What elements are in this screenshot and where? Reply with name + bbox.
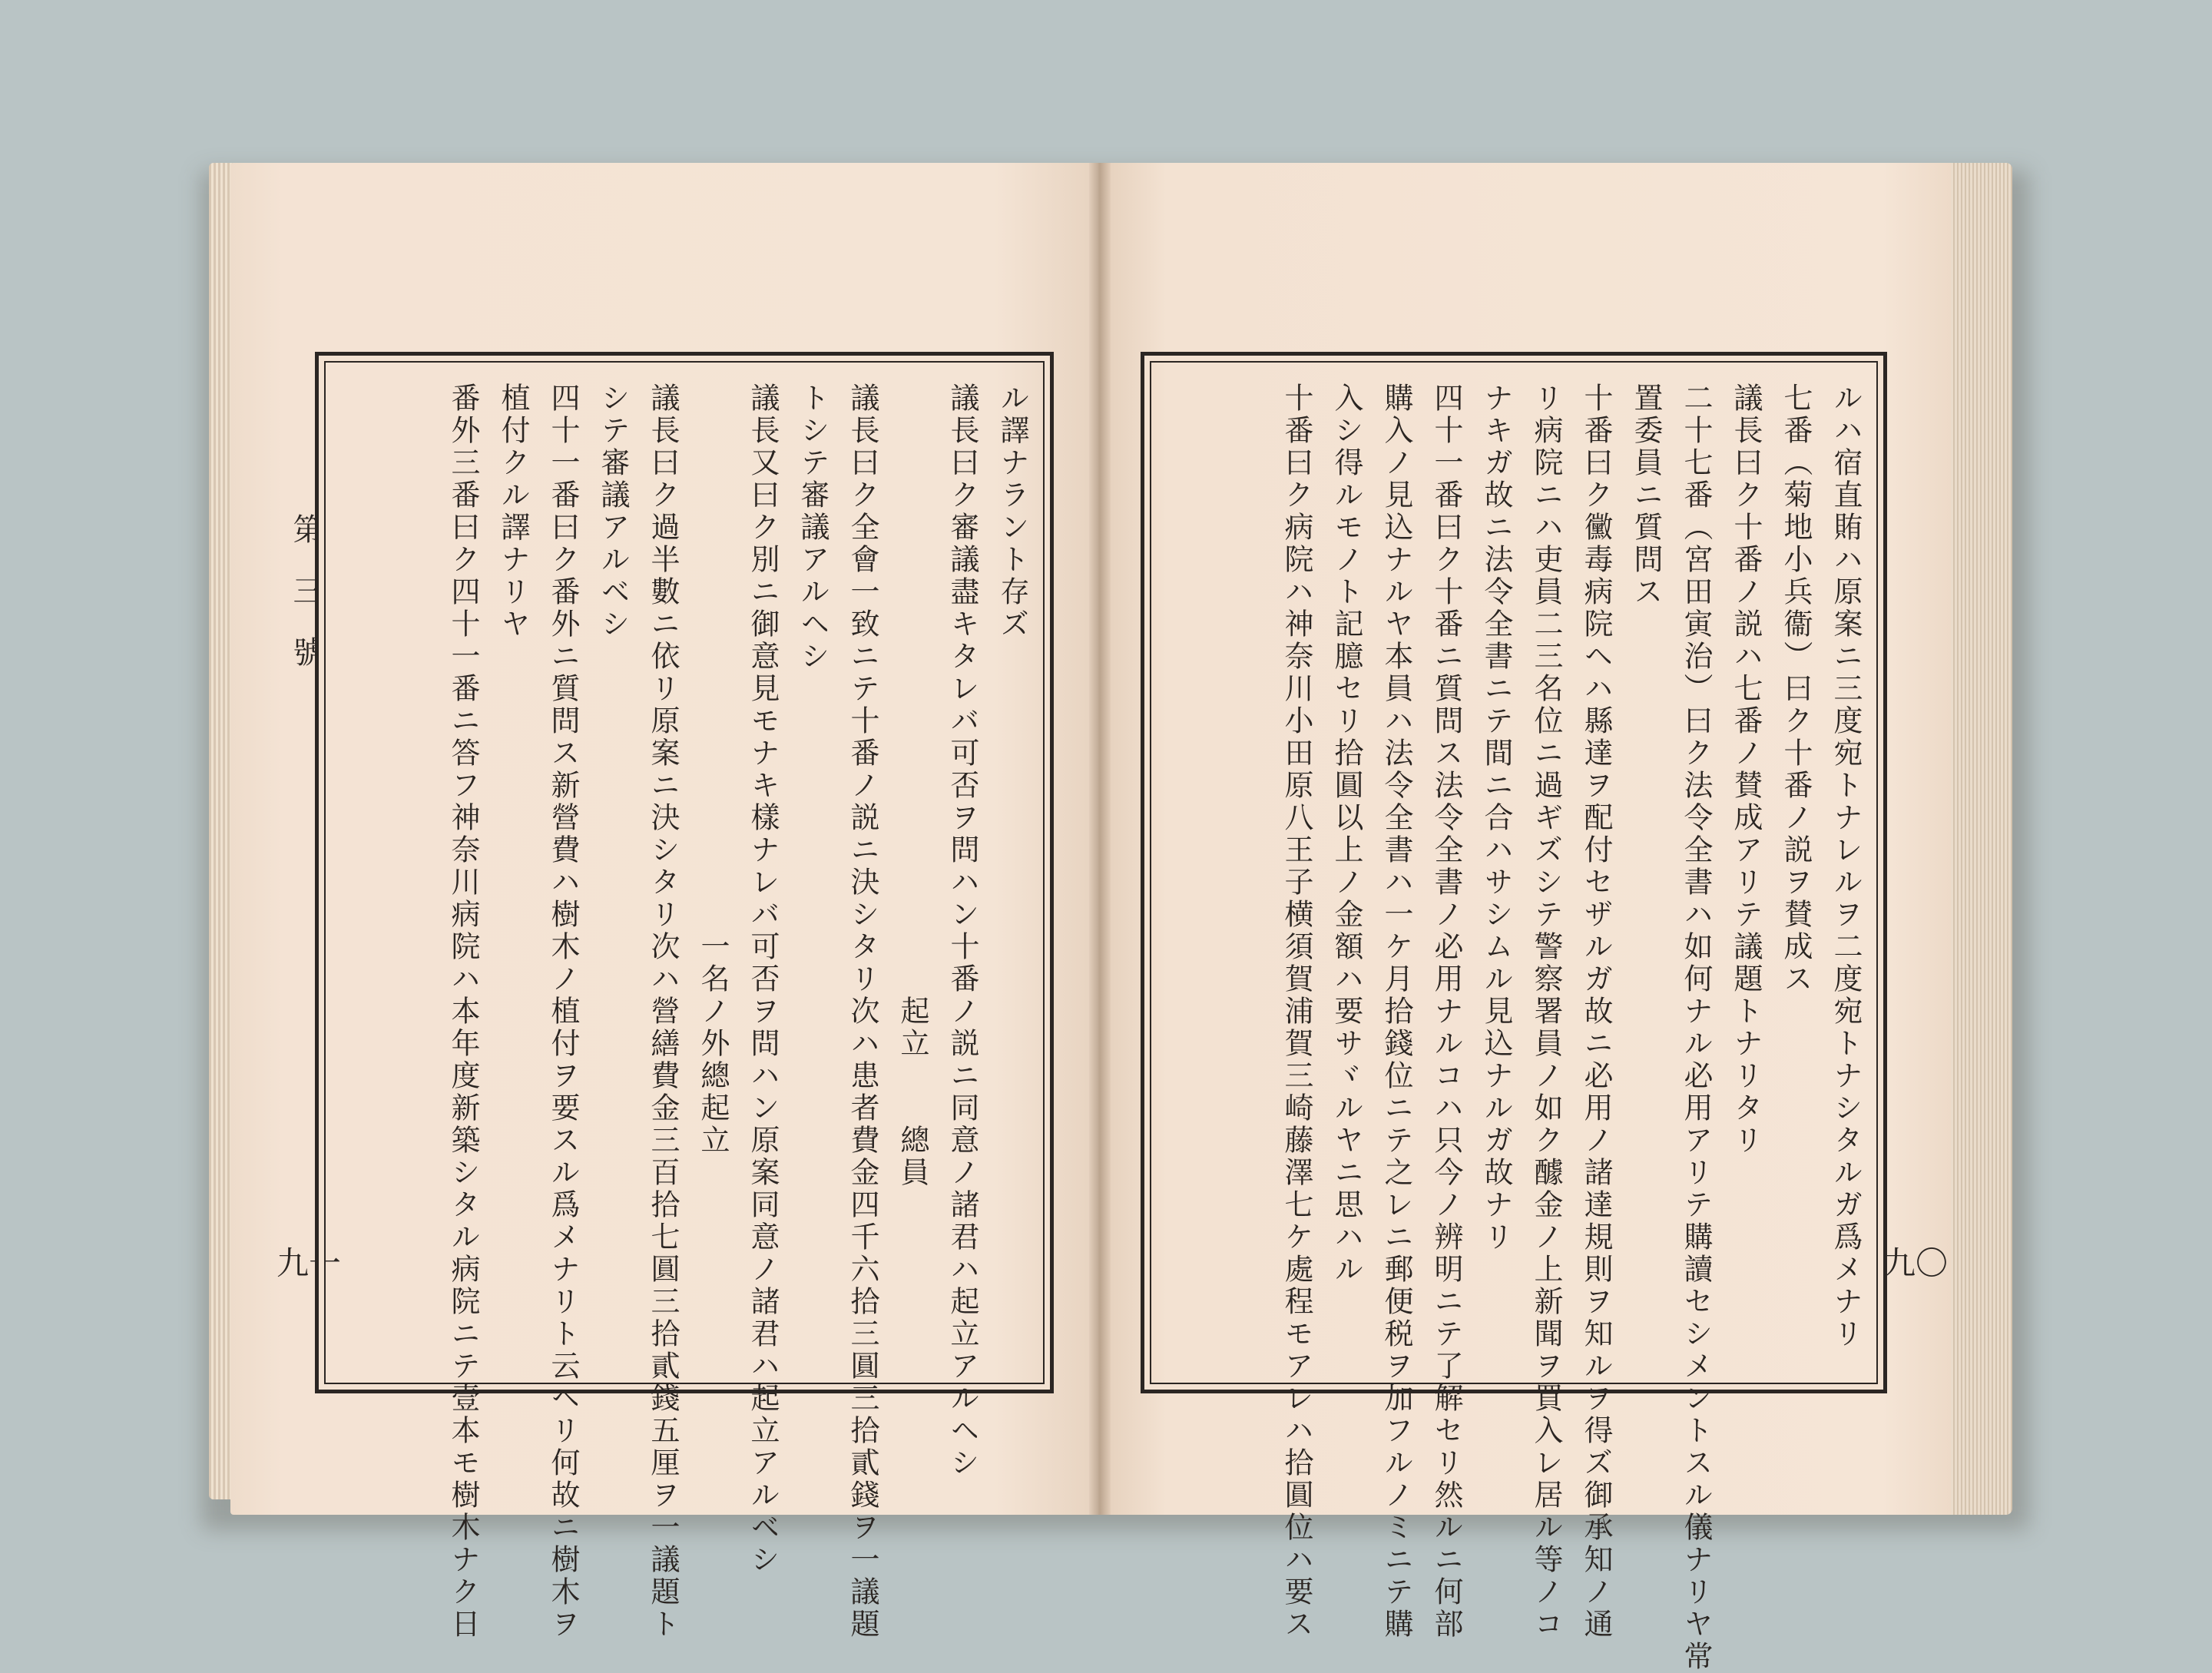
text-column: 起立 總員 [896,383,929,1189]
text-column: 二十七番（宮田寅治）曰ク法令全書ハ如何ナル必用アリテ購讀セシメントスル儀ナリヤ常 [1679,383,1713,1673]
text-column: 十番曰ク病院ハ神奈川小田原八王子横須賀浦賀三崎藤澤七ケ處程モアレハ拾圓位ハ要ス [1280,383,1313,1641]
book-gutter [1089,163,1111,1515]
text-column: 議長又曰ク別ニ御意見モナキ樣ナレバ可否ヲ問ハン原案同意ノ諸君ハ起立アルベシ [746,383,780,1576]
right-text-frame [1141,352,1887,1673]
left-text-frame [315,352,1054,1641]
text-column: 七番（菊地小兵衞）曰ク十番ノ説ヲ賛成ス [1779,383,1813,996]
right-page-edges [1943,163,2012,1515]
right-page-number: 九〇 [1883,1244,1949,1282]
text-column: ナキガ故ニ法令全書ニテ間ニ合ハサシムル見込ナルガ故ナリ [1479,383,1513,1254]
text-column: 植付クル譯ナリヤ [496,383,530,641]
text-column: ル譯ナラント存ズ [995,383,1029,641]
text-column: 議長曰ク審議盡キタレバ可否ヲ問ハン十番ノ説ニ同意ノ諸君ハ起立アルヘシ [945,383,979,1479]
left-page-header: 第 三 號 [288,513,323,667]
text-column: 一名ノ外總起立 [696,383,730,1157]
text-column: 議長曰ク過半數ニ依リ原案ニ決シタリ次ハ營繕費金三百拾七圓三拾貳錢五厘ヲ一議題ト [646,383,680,1641]
text-column: 購入ノ見込ナルヤ本員ハ法令全書ハ一ケ月拾錢位ニテ之レニ郵便税ヲ加フルノミニテ購 [1379,383,1413,1641]
text-column: トシテ審議アルヘシ [796,383,830,673]
text-column: 議長曰ク全會一致ニテ十番ノ説ニ決シタリ次ハ患者費金四千六拾三圓三拾貳錢ヲ一議題 [846,383,879,1641]
text-column: ルハ宿直賄ハ原案ニ三度宛トナレルヲ二度宛トナシタルガ爲メナリ [1829,383,1863,1350]
left-page-number: 九一 [276,1244,342,1282]
text-column: 四十一番曰ク十番ニ質問ス法令全書ノ必用ナルコハ只今ノ辨明ニテ了解セリ然ルニ何部 [1429,383,1463,1641]
text-column: 番外三番曰ク四十一番ニ答フ神奈川病院ハ本年度新築シタル病院ニテ壹本モ樹木ナク日 [446,383,480,1641]
text-column: リ病院ニハ吏員二三名位ニ過ギズシテ警察署員ノ如ク醵金ノ上新聞ヲ買入レ居ル等ノコ [1529,383,1563,1641]
text-column: シテ審議アルベシ [596,383,630,641]
text-column: 四十一番曰ク番外ニ質問ス新營費ハ樹木ノ植付ヲ要スル爲メナリト云ヘリ何故ニ樹木ヲ [546,383,580,1641]
text-column: 議長曰ク十番ノ説ハ七番ノ賛成アリテ議題トナリタリ [1729,383,1763,1157]
text-column: 入シ得ルモノト記臆セリ拾圓以上ノ金額ハ要サヾルヤニ思ハル [1330,383,1363,1286]
text-column: 十番曰ク黴毒病院ヘハ縣達ヲ配付セザルガ故ニ必用ノ諸達規則ヲ知ルヲ得ズ御承知ノ通 [1579,383,1613,1641]
text-column: 置委員ニ質問ス [1629,383,1663,608]
